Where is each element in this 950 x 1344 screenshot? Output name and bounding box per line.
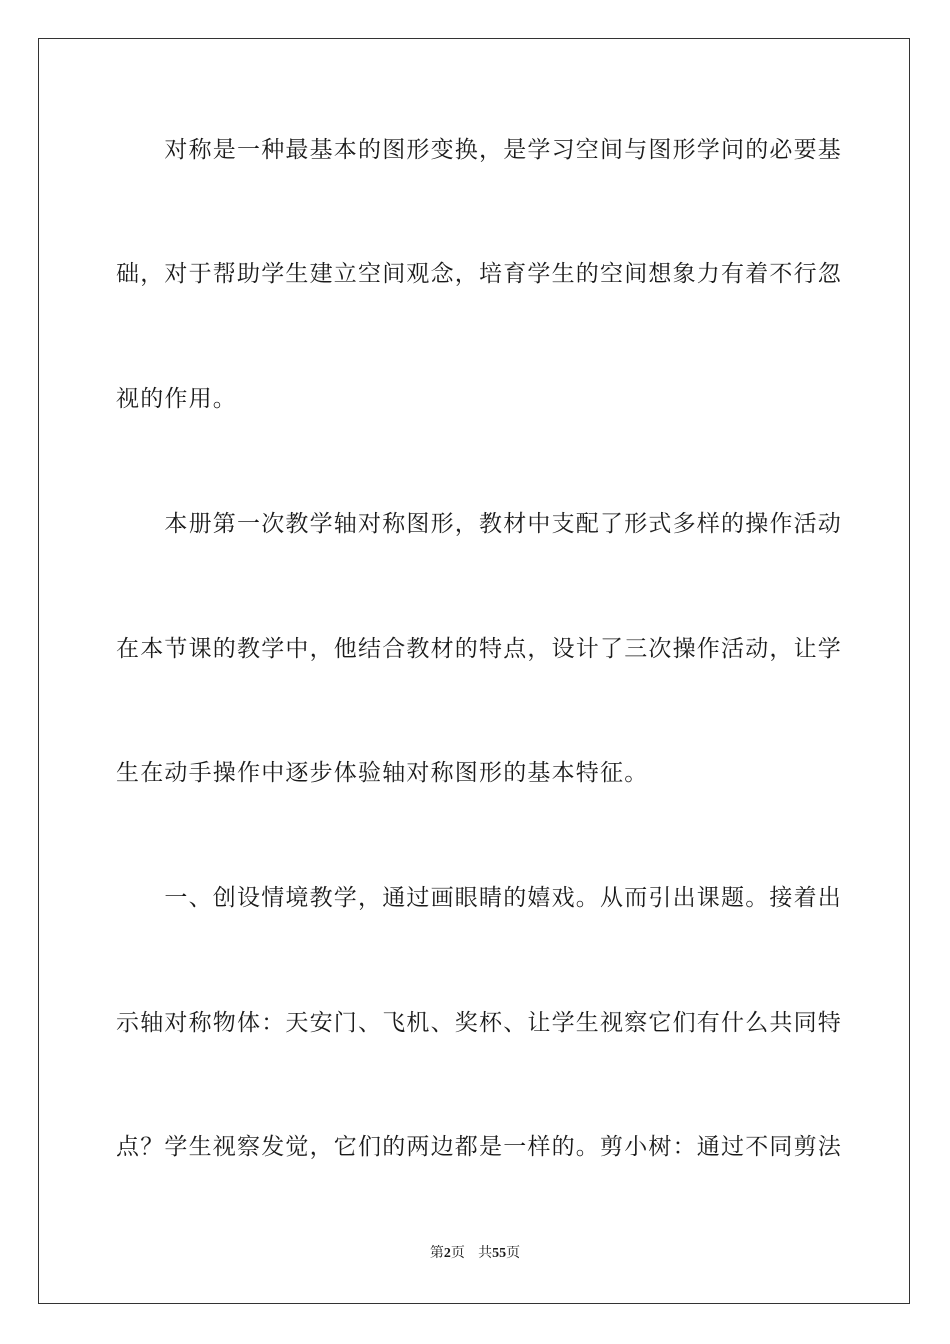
page-border — [38, 38, 910, 1304]
paragraph-line: 在本节课的教学中，他结合教材的特点，设计了三次操作活动，让学 — [116, 636, 842, 662]
paragraph-line: 生在动手操作中逐步体验轴对称图形的基本特征。 — [116, 760, 649, 786]
page-footer — [0, 1244, 950, 1263]
paragraph-line: 对称是一种最基本的图形变换，是学习空间与图形学问的必要基 — [116, 137, 842, 163]
paragraph-line: 视的作用。 — [116, 386, 237, 412]
paragraph-line: 点？学生视察发觉，它们的两边都是一样的。剪小树：通过不同剪法 — [116, 1134, 842, 1160]
footer-total-unit: 页 — [506, 1245, 521, 1261]
paragraph-line: 一、创设情境教学，通过画眼睛的嬉戏。从而引出课题。接着出 — [116, 885, 842, 911]
footer-prefix: 第 — [429, 1245, 444, 1261]
total-page-count: 55 — [492, 1246, 507, 1261]
paragraph-line: 示轴对称物体：天安门、飞机、奖杯、让学生视察它们有什么共同特 — [116, 1010, 842, 1036]
footer-total-prefix: 共 — [478, 1245, 493, 1261]
paragraph-line: 本册第一次教学轴对称图形，教材中支配了形式多样的操作活动 — [116, 511, 842, 537]
footer-page-unit: 页 — [450, 1245, 465, 1261]
current-page-number: 2 — [443, 1246, 451, 1261]
paragraph-line: 础，对于帮助学生建立空间观念，培育学生的空间想象力有着不行忽 — [116, 261, 842, 287]
